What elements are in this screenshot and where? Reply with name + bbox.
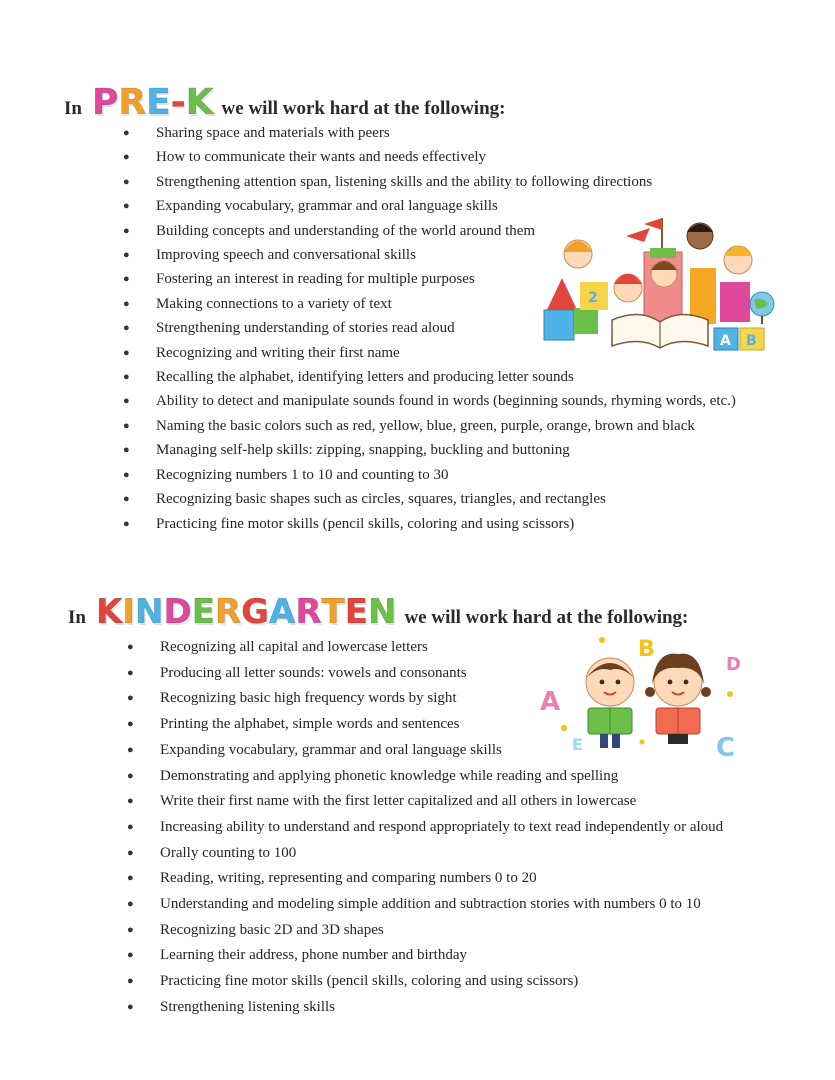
bullet-icon: ● (123, 200, 130, 213)
list-item: ● Practicing fine motor skills (pencil skills, coloring and using scissors) (156, 512, 736, 536)
bullet-icon: ● (123, 175, 130, 188)
prek-heading (64, 82, 505, 123)
list-item: ● Managing self-help skills: zipping, snapping, buckling and buttoning (156, 438, 736, 462)
list-item: ● Producing all letter sounds: vowels and consonants (160, 661, 723, 687)
list-item: ● Naming the basic colors such as red, yellow, blue, green, purple, orange, brown and black (156, 414, 736, 438)
kindergarten-heading-intro: In (68, 607, 86, 628)
list-item: ● Sharing space and materials with peers (156, 121, 736, 145)
kids-reading-blocks-illustration (540, 212, 780, 354)
list-item: ● Increasing ability to understand and respond appropriately to text read independently or aloud (160, 815, 723, 841)
bullet-icon: ● (127, 743, 134, 756)
bullet-icon: ● (123, 224, 130, 237)
bullet-icon: ● (127, 949, 134, 962)
list-item: ● Recognizing numbers 1 to 10 and counting to 30 (156, 463, 736, 487)
prek-heading-intro: In (64, 98, 82, 119)
prek-title-letter: E (146, 82, 171, 123)
list-item: ● How to communicate their wants and needs effectively (156, 145, 736, 169)
kindergarten-heading-rest: we will work hard at the following: (404, 607, 689, 628)
list-item: ● Building concepts and understanding of the world around them (156, 219, 736, 243)
kindergarten-title-letter: N (367, 592, 397, 632)
bullet-icon: ● (127, 1000, 134, 1013)
bullet-icon: ● (127, 692, 134, 705)
bullet-icon: ● (123, 517, 130, 530)
block-letter: A (720, 333, 731, 349)
kindergarten-title-letter: A (269, 592, 296, 632)
kindergarten-title-bubble-letters (96, 592, 396, 632)
list-item: ● Ability to detect and manipulate sounds found in words (beginning sounds, rhyming words, etc.) (156, 389, 736, 413)
list-item: ● Recognizing basic high frequency words by sight (160, 686, 723, 712)
list-item: ● Strengthening attention span, listening skills and the ability to following directions (156, 170, 736, 194)
list-item: ● Expanding vocabulary, grammar and oral language skills (160, 738, 723, 764)
prek-heading-rest: we will work hard at the following: (221, 98, 506, 119)
bullet-icon: ● (123, 297, 130, 310)
kindergarten-title-letter: G (241, 592, 270, 632)
kindergarten-title-letter: T (321, 592, 345, 632)
bullet-icon: ● (127, 846, 134, 859)
bullet-icon: ● (123, 419, 130, 432)
floating-letter: A (540, 687, 561, 717)
kindergarten-title-letter: E (191, 592, 215, 632)
floating-letter: D (726, 654, 741, 675)
prek-title-letter: - (170, 82, 186, 123)
list-item: ● Improving speech and conversational skills (156, 243, 736, 267)
bullet-icon: ● (127, 641, 134, 653)
list-item: ● Recognizing all capital and lowercase letters (160, 635, 723, 661)
prek-title-letter: K (185, 82, 214, 123)
list-item: ● Reading, writing, representing and comparing numbers 0 to 20 (160, 866, 723, 892)
bullet-icon: ● (127, 769, 134, 782)
bullet-icon: ● (123, 346, 130, 359)
prek-title-letter: R (118, 82, 147, 123)
bullet-icon: ● (127, 975, 134, 988)
kindergarten-title-letter: D (163, 592, 192, 632)
kindergarten-title-letter: R (295, 592, 322, 632)
list-item: ● Fostering an interest in reading for multiple purposes (156, 267, 736, 291)
bullet-icon: ● (123, 249, 130, 262)
block-letter: B (746, 333, 757, 349)
list-item: ● Understanding and modeling simple addition and subtraction stories with numbers 0 to 10 (160, 892, 723, 918)
list-item: ● Recognizing and writing their first name (156, 341, 736, 365)
two-kids-reading-illustration (538, 632, 750, 762)
bullet-icon: ● (123, 151, 130, 164)
prek-title-bubble-letters (92, 82, 214, 123)
bullet-icon: ● (127, 718, 134, 731)
prek-title-letter: P (91, 82, 119, 123)
bullet-icon: ● (123, 322, 130, 335)
list-item: ● Recognizing basic 2D and 3D shapes (160, 918, 723, 944)
list-item: ● Expanding vocabulary, grammar and oral language skills (156, 194, 736, 218)
bullet-icon: ● (123, 127, 130, 139)
bullet-icon: ● (127, 898, 134, 911)
kindergarten-title-letter: E (344, 592, 368, 632)
list-item: ● Recalling the alphabet, identifying letters and producing letter sounds (156, 365, 736, 389)
floating-letter: E (572, 735, 583, 754)
block-letter: 2 (588, 290, 598, 306)
list-item: ● Strengthening listening skills (160, 995, 723, 1021)
list-item: ● Orally counting to 100 (160, 841, 723, 867)
kindergarten-title-letter: R (214, 592, 242, 632)
bullet-icon: ● (123, 468, 130, 481)
floating-letter: C (716, 733, 736, 762)
bullet-icon: ● (123, 273, 130, 286)
list-item: ● Write their first name with the first letter capitalized and all others in lowercase (160, 789, 723, 815)
list-item: ● Making connections to a variety of text (156, 292, 736, 316)
bullet-icon: ● (127, 923, 134, 936)
list-item: ● Demonstrating and applying phonetic knowledge while reading and spelling (160, 764, 723, 790)
floating-letter: B (638, 637, 655, 662)
bullet-icon: ● (127, 666, 134, 679)
bullet-icon: ● (123, 493, 130, 506)
kindergarten-title-letter: K (95, 592, 123, 632)
bullet-icon: ● (123, 371, 130, 384)
kindergarten-title-letter: N (134, 592, 164, 632)
list-item: ● Strengthening understanding of stories read aloud (156, 316, 736, 340)
bullet-icon: ● (123, 395, 130, 408)
bullet-icon: ● (127, 820, 134, 833)
kindergarten-heading (68, 592, 688, 632)
list-item: ● Printing the alphabet, simple words and sentences (160, 712, 723, 738)
bullet-icon: ● (127, 872, 134, 885)
list-item: ● Recognizing basic shapes such as circles, squares, triangles, and rectangles (156, 487, 736, 511)
bullet-icon: ● (127, 795, 134, 808)
list-item: ● Practicing fine motor skills (pencil skills, coloring and using scissors) (160, 969, 723, 995)
bullet-icon: ● (123, 444, 130, 457)
list-item: ● Learning their address, phone number and birthday (160, 943, 723, 969)
kindergarten-title-letter: I (122, 592, 135, 632)
